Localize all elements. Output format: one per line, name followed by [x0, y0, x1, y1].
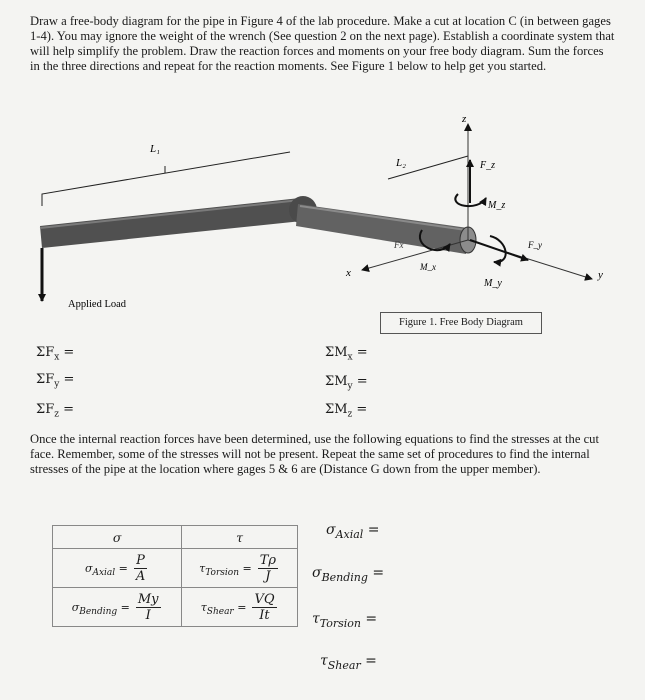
label-mx: M_x	[420, 262, 436, 272]
l1-dimension-line	[42, 152, 290, 206]
header-sigma: σ	[53, 526, 182, 549]
torsion-formula: $\tau_{Torsion}$ = $\frac{T\rho}{J}$	[182, 549, 298, 588]
label-y: y	[598, 269, 603, 281]
bending-formula: $\sigma_{Bending}$ = $\frac{My}{I}$	[53, 588, 182, 627]
tau-shear-answer: $\tau_{Shear}$ =	[320, 653, 377, 672]
sigma-axial-answer: $\sigma_{Axial}$ =	[326, 522, 380, 541]
free-body-diagram	[0, 108, 645, 340]
sum-fy-equation: $\Sigma F_y$ =	[36, 372, 75, 390]
axial-formula: $\sigma_{Axial}$ = $\frac{P}{A}$	[53, 549, 182, 588]
angled-pipe	[296, 204, 468, 254]
shear-formula: $\tau_{Shear}$ = $\frac{VQ}{It}$	[182, 588, 298, 627]
label-fz: F_z	[480, 160, 495, 171]
label-my: M_y	[484, 278, 502, 289]
label-z: z	[462, 113, 467, 125]
stress-instructions-paragraph: Once the internal reaction forces have been determined, use the following equations to find the stresses at the cut face. Remember, some of the stresses will not be present. Repeat the same set of procedures to find the internal stresses of the pipe at the location where gages 5 & 6 are (Distance G down from the upper member).	[30, 432, 599, 476]
fy-arrow	[470, 240, 528, 260]
label-x: x	[346, 267, 351, 279]
sum-my-equation: $\Sigma M_y$ =	[325, 374, 368, 392]
sum-fx-equation: $\Sigma F_x$ =	[36, 345, 75, 363]
label-l2: L₂	[396, 157, 406, 169]
sigma-bending-answer: $\sigma_{Bending}$ =	[312, 565, 385, 584]
sum-mx-equation: $\Sigma M_x$ =	[325, 345, 368, 363]
label-fx: Fx	[394, 240, 404, 250]
applied-load-label: Applied Load	[68, 299, 127, 310]
stress-formula-table	[52, 525, 298, 627]
label-fy: F_y	[528, 240, 542, 250]
sum-fz-equation: $\Sigma F_z$ =	[36, 402, 74, 420]
instructions-paragraph: Draw a free-body diagram for the pipe in Figure 4 of the lab procedure. Make a cut at location C (in between gages 1-4). You may ignore the weight of the wrench (See question 2 on the next page). Establish a coordinate system that will help simplify the problem. Draw the reaction forces and moments on your free body diagram. Sum the forces in the three directions and repeat for the reaction moments. See Figure 1 below to help get you started.	[30, 14, 615, 73]
figure-caption: Figure 1. Free Body Diagram	[380, 312, 542, 334]
label-mz: M_z	[488, 200, 506, 211]
header-tau: τ	[182, 526, 298, 549]
label-l1: L₁	[150, 143, 160, 155]
sum-mz-equation: $\Sigma M_z$ =	[325, 402, 368, 420]
tau-torsion-answer: $\tau_{Torsion}$ =	[312, 611, 378, 630]
